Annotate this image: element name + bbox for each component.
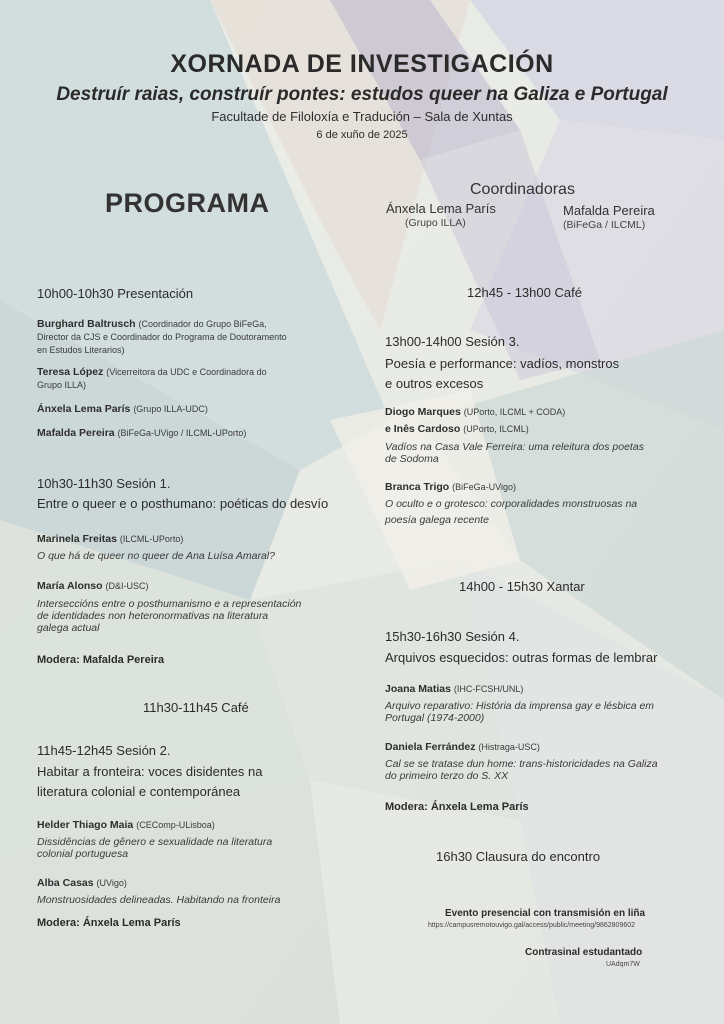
talk-title: O que há de queer no queer de Ana Luísa Amaral?	[37, 550, 275, 562]
session-2-moderator: Modera: Ánxela Lema París	[37, 917, 181, 929]
speaker-name: Mafalda Pereira	[37, 427, 115, 439]
speaker-name: Diogo Marques	[385, 406, 461, 418]
coordinator-2-name: Mafalda Pereira	[563, 203, 655, 218]
session-1-speaker-2	[37, 580, 148, 593]
speaker-name: Teresa López	[37, 366, 104, 378]
session-4-speaker-1	[385, 683, 523, 696]
session-4-speaker-2	[385, 741, 540, 754]
presentation-speaker-1	[37, 318, 347, 357]
presentation-speaker-2	[37, 366, 347, 392]
talk-title-line2: de Sodoma	[385, 453, 439, 465]
talk-title-line2: colonial portuguesa	[37, 848, 129, 860]
speaker-affil: (BiFeGa-UVigo / ILCML-UPorto)	[117, 428, 247, 438]
coordinator-2-affil: (BiFeGa / ILCML)	[563, 219, 646, 231]
speaker-affil: (Histraga-USC)	[478, 742, 540, 752]
coordinator-1-name: Ánxela Lema París	[386, 201, 496, 216]
speaker-name: María Alonso	[37, 580, 103, 592]
stream-url-link[interactable]: https://campusremotouvigo.gal/access/public/meeting/9862809602	[428, 922, 636, 929]
session-1-moderator: Modera: Mafalda Pereira	[37, 654, 165, 666]
speaker-name: Branca Trigo	[385, 481, 450, 493]
presentation-speaker-4	[37, 427, 246, 440]
speaker-affil-line2: Grupo ILLA)	[37, 380, 87, 390]
speaker-name: Helder Thiago Maia	[37, 819, 134, 831]
speaker-affil: (BiFeGa-UVigo)	[452, 482, 516, 492]
presentation-speaker-3	[37, 403, 208, 416]
session-4-moderator: Modera: Ánxela Lema París	[385, 801, 529, 813]
talk-title-line2: poesía galega recente	[385, 514, 489, 526]
talk-title-line1: Vadíos na Casa Vale Ferreira: uma releitura dos poetas	[385, 441, 644, 453]
speaker-name: Joana Matias	[385, 683, 451, 695]
coordinator-1-affil: (Grupo ILLA)	[405, 217, 466, 229]
session-1-title: Entre o queer e o posthumano: poéticas do desvío	[37, 496, 329, 511]
event-place: Facultade de Filoloxía e Tradución – Sala de Xuntas	[211, 109, 513, 124]
speaker-name: Alba Casas	[37, 877, 94, 889]
talk-title-line1: Arquivo reparativo: História da imprensa gay e lésbica em	[385, 700, 655, 712]
session-1-slot: 10h30-11h30 Sesión 1.	[37, 476, 171, 491]
talk-title-line2: de identidades non heteronormativas na literatura	[37, 610, 269, 622]
session-2-speaker-2	[37, 877, 127, 890]
stream-label: Evento presencial con transmisión en liña	[445, 908, 646, 919]
speaker-name: Marinela Freitas	[37, 533, 117, 545]
session-1-speaker-1	[37, 533, 183, 546]
speaker-name: e Inês Cardoso	[385, 423, 461, 435]
lunch: 14h00 - 15h30 Xantar	[459, 579, 585, 594]
speaker-affil: (CEComp-ULisboa)	[136, 820, 215, 830]
talk-title-line3: galega actual	[37, 622, 100, 634]
speaker-name: Daniela Ferrández	[385, 741, 476, 753]
speaker-affil: (UPorto, ILCML + CODA)	[463, 407, 566, 417]
programa-heading: PROGRAMA	[105, 188, 270, 218]
talk-title-line1: Cal se se tratase dun home: trans-historicidades na Galiza	[385, 758, 658, 770]
speaker-affil: (IHC-FCSH/UNL)	[453, 684, 524, 694]
session-4-slot: 15h30-16h30 Sesión 4.	[385, 629, 520, 644]
session-2-title-line2: literatura colonial e contemporánea	[37, 784, 241, 799]
session-3-title-line1: Poesía e performance: vadíos, monstros	[385, 356, 620, 371]
session-3-slot: 13h00-14h00 Sesión 3.	[385, 334, 520, 349]
talk-title: Monstruosidades delineadas. Habitando na fronteira	[37, 894, 281, 906]
talk-title-line1: Interseccións entre o posthumanismo e a representación	[37, 598, 302, 610]
speaker-affil: (Coordinador do Grupo BiFeGa,	[138, 319, 267, 329]
speaker-name: Ánxela Lema París	[37, 403, 131, 415]
session-2-title-line1: Habitar a fronteira: voces disidentes na	[37, 764, 263, 779]
speaker-affil: (Vicerreitora da UDC e Coordinadora do	[106, 367, 267, 377]
cafe-1: 11h30-11h45 Café	[143, 700, 249, 715]
speaker-affil-line2: Director da CJS e Coordinador do Programa de Doutoramento	[37, 332, 287, 342]
session-4-title: Arquivos esquecidos: outras formas de lembrar	[385, 650, 658, 665]
talk-title-line2: do primeiro terzo do S. XX	[385, 770, 509, 782]
closing: 16h30 Clausura do encontro	[436, 849, 601, 864]
event-subtitle: Destruír raias, construír pontes: estudos queer na Galiza e Portugal	[56, 84, 668, 105]
session-2-slot: 11h45-12h45 Sesión 2.	[37, 743, 171, 758]
talk-title-line1: O oculto e o grotesco: corporalidades monstruosas na	[385, 498, 638, 510]
speaker-affil: (ILCML-UPorto)	[119, 534, 184, 544]
coordinators-heading: Coordinadoras	[470, 181, 575, 198]
session-2-speaker-1	[37, 819, 215, 832]
talk-title-line2: Portugal (1974-2000)	[385, 712, 485, 724]
talk-title-line1: Dissidências de gênero e sexualidade na literatura	[37, 836, 273, 848]
speaker-affil: (UPorto, ILCML)	[463, 424, 529, 434]
session-3-speaker-3	[385, 481, 516, 494]
speaker-affil: (D&I-USC)	[105, 581, 149, 591]
event-title: XORNADA DE INVESTIGACIÓN	[170, 50, 554, 78]
session-3-speaker-1	[385, 406, 565, 419]
event-date: 6 de xuño de 2025	[316, 129, 408, 141]
speaker-affil: (UVigo)	[96, 878, 127, 888]
session-3-speaker-2	[385, 423, 529, 436]
password-value: UAdqm7W	[606, 961, 640, 968]
cafe-2: 12h45 - 13h00 Café	[467, 285, 582, 300]
speaker-name: Burghard Baltrusch	[37, 318, 136, 330]
presentation-slot: 10h00-10h30 Presentación	[37, 286, 194, 301]
session-3-title-line2: e outros excesos	[385, 376, 484, 391]
speaker-affil: (Grupo ILLA-UDC)	[133, 404, 208, 414]
password-label: Contrasinal estudantado	[525, 947, 643, 958]
speaker-affil-line3: en Estudos Literarios)	[37, 345, 125, 355]
